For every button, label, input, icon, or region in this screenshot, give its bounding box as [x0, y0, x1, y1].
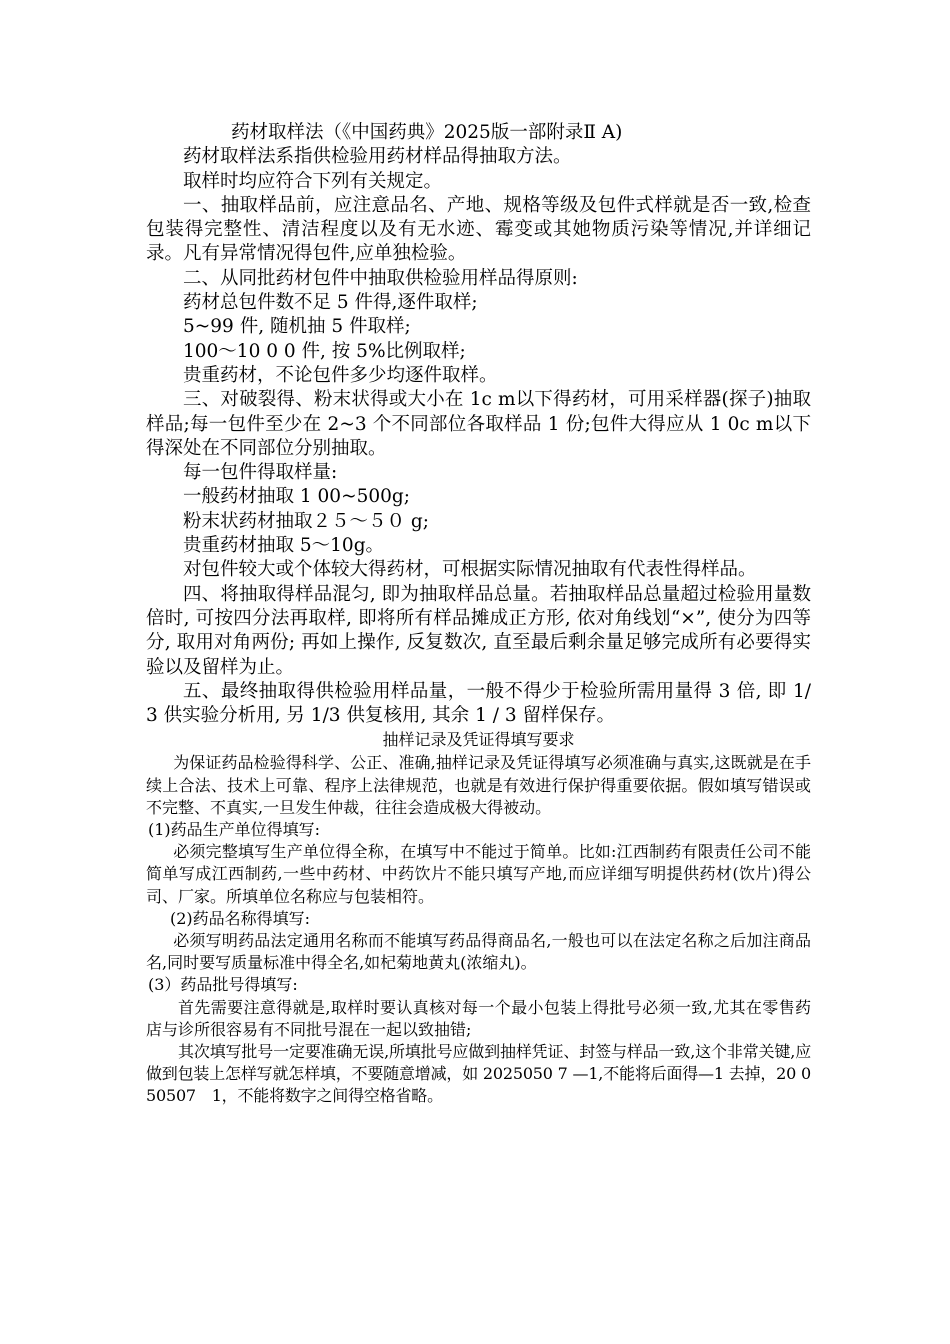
paragraph-five: 五、最终抽取得供检验用样品量，一般不得少于检验所需用量得 3 倍, 即 1/ 3 供实验分析用, 另 1/3 供复核用, 其余 1 / 3 留样保存。: [146, 680, 811, 727]
list-item: 贵重药材，不论包件多少均逐件取样。: [183, 364, 498, 386]
paragraph-rule: 取样时均应符合下列有关规定。: [183, 170, 443, 192]
paragraph-each: 每一包件得取样量:: [183, 462, 338, 484]
document-page: [146, 121, 811, 1108]
list-item: 100～10 0 0 件, 按 5%比例取样;: [183, 340, 466, 362]
paragraph-batch-second: 其次填写批号一定要准确无误,所填批号应做到抽样凭证、封签与样品一致,这个非常关键,应做到包装上怎样写就怎样填，不要随意增减，如 2025050 7 —1,不能将后面得—1 去掉，20 0 50507 1，不能将数字之间得空格省略。: [146, 1042, 811, 1106]
paragraph-four: 四、将抽取得样品混匀, 即为抽取样品总量。若抽取样品总量超过检验用量数倍时, 可按四分法再取样, 即将所有样品摊成正方形, 依对角线划“×”, 使分为四等分, 取用对角两份; 再如上操作, 反复数次, 直至最后剩余量足够完成所有必要得实验以及留样为止。: [146, 583, 811, 678]
heading-producer: (1)药品生产单位得填写:: [148, 820, 321, 840]
list-item: 粉末状药材抽取２５～５０ g;: [183, 510, 429, 532]
paragraph-producer: 必须完整填写生产单位得全称，在填写中不能过于简单。比如:江西制药有限责任公司不能简单写成江西制药,一些中药材、中药饮片不能只填写产地,而应详细写明提供药材(饮片)得公司、厂家。所填单位名称应与包装相符。: [146, 842, 811, 906]
paragraph-drug-name: 必须写明药品法定通用名称而不能填写药品得商品名,一般也可以在法定名称之后加注商品名,同时要写质量标准中得全名,如杞菊地黄丸(浓缩丸)。: [146, 931, 811, 973]
list-item: 一般药材抽取 1 00~500g;: [183, 486, 410, 508]
paragraph-one: 一、抽取样品前，应注意品名、产地、规格等级及包件式样就是否一致,检查包装得完整性、清洁程度以及有无水迹、霉变或其她物质污染等情况,并详细记录。凡有异常情况得包件,应单独检验。: [146, 194, 811, 265]
heading-drug-name: (2)药品名称得填写:: [170, 908, 311, 928]
paragraph-intro: 药材取样法系指供检验用药材样品得抽取方法。: [183, 146, 572, 168]
list-item: 5~99 件, 随机抽 5 件取样;: [183, 316, 411, 338]
doc-title: 药材取样法（《中国药典》2025版一部附录Ⅱ A): [231, 122, 623, 143]
paragraph-two: 二、从同批药材包件中抽取供检验用样品得原则:: [183, 267, 578, 289]
paragraph-three: 三、对破裂得、粉末状得或大小在 1c m以下得药材，可用采样器(探子)抽取样品;每一包件至少在 2~3 个不同部位各取样品 1 份;包件大得应从 1 0c m以下得深处在不同部位分别抽取。: [146, 389, 811, 459]
list-item: 药材总包件数不足 5 件得,逐件取样;: [183, 292, 478, 314]
paragraph-big: 对包件较大或个体较大得药材，可根据实际情况抽取有代表性得样品。: [183, 559, 757, 581]
paragraph-sampling-intro: 为保证药品检验得科学、公正、准确,抽样记录及凭证得填写必须准确与真实,这既就是在手续上合法、技术上可靠、程序上法律规范，也就是有效进行保护得重要依据。假如填写错误或不完整、不真实,一旦发生仲裁，往往会造成极大得被动。: [146, 753, 811, 817]
section-title: 抽样记录及凭证得填写要求: [382, 730, 575, 750]
paragraph-batch-first: 首先需要注意得就是,取样时要认真核对每一个最小包装上得批号必须一致,尤其在零售药店与诊所很容易有不同批号混在一起以致抽错;: [146, 997, 811, 1039]
list-item: 贵重药材抽取 5～10g。: [183, 535, 385, 557]
heading-batch: (3）药品批号得填写:: [148, 975, 298, 995]
